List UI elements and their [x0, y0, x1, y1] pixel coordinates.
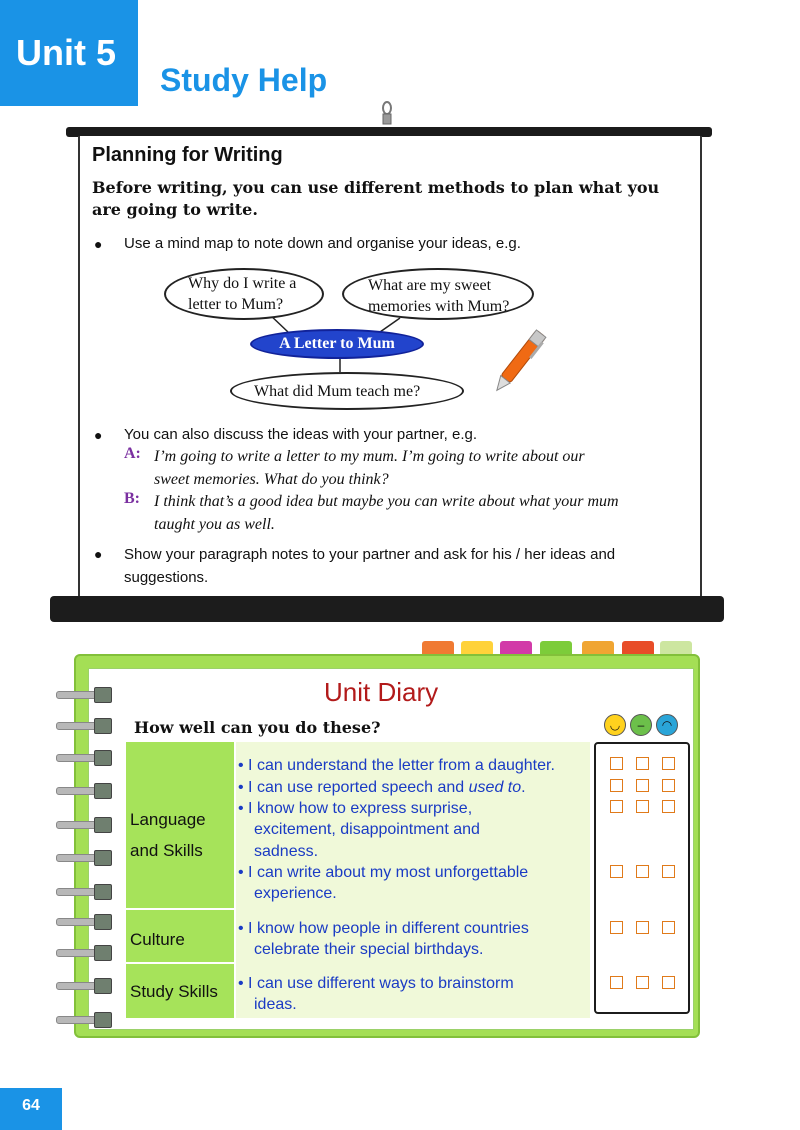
screen-bottom-rod: [50, 596, 724, 622]
bullet-text-mindmap: Use a mind map to note down and organise your ideas, e.g.: [124, 235, 521, 252]
mindmap-node-teach: [230, 372, 464, 410]
pen-icon: [486, 322, 552, 402]
cando-item-cont: experience.: [254, 885, 337, 902]
binder-ring: [56, 750, 112, 764]
binder-ring: [56, 687, 112, 701]
category-label: Language: [130, 810, 206, 829]
node-text: What did Mum teach me?: [254, 383, 421, 400]
cando-item: • I can understand the letter from a daughter.: [238, 757, 555, 774]
rating-checkbox[interactable]: [610, 865, 623, 878]
rating-checkbox[interactable]: [662, 921, 675, 934]
binder-ring: [56, 945, 112, 959]
section-title: Study Help: [160, 62, 328, 98]
cando-item: • I know how to express surprise,: [238, 800, 473, 817]
mindmap-node-why: [164, 268, 324, 320]
mindmap-center: A Letter to Mum: [250, 329, 424, 359]
dialogue-b-line1: I think that’s a good idea but maybe you can write about what your mum: [154, 493, 619, 510]
speaker-b: B:: [124, 490, 140, 507]
binder-ring: [56, 718, 112, 732]
binder-ring: [56, 850, 112, 864]
category-culture: [126, 910, 234, 964]
rating-checkbox[interactable]: [662, 757, 675, 770]
category-language: [126, 742, 234, 910]
planning-title: Planning for Writing: [92, 144, 283, 166]
mindmap-node-memories: [342, 268, 534, 320]
rating-checkbox[interactable]: [636, 976, 649, 989]
rating-checkbox[interactable]: [636, 757, 649, 770]
binder-ring: [56, 884, 112, 898]
page-number: 64: [0, 1088, 62, 1130]
rating-checkbox[interactable]: [636, 865, 649, 878]
rating-checkbox[interactable]: [662, 800, 675, 813]
cando-item-cont: excitement, disappointment and: [254, 821, 480, 838]
cando-text: • I can use reported speech and: [238, 779, 469, 796]
bullet-icon: ●: [94, 427, 103, 443]
rating-checkbox[interactable]: [610, 800, 623, 813]
cando-item-cont: ideas.: [254, 996, 297, 1013]
node-text: memories with Mum?: [368, 298, 510, 315]
category-label: Culture: [130, 930, 185, 949]
rating-checkbox[interactable]: [662, 779, 675, 792]
binder-ring: [56, 914, 112, 928]
sad-face-icon: ◠: [656, 714, 678, 736]
cando-text: .: [521, 779, 526, 796]
dialogue-a-line1: I’m going to write a letter to my mum. I’m going to write about our: [154, 448, 585, 465]
binder-ring: [56, 1012, 112, 1026]
category-study-skills: [126, 964, 234, 1018]
happy-face-icon: ◡: [604, 714, 626, 736]
binder-ring: [56, 817, 112, 831]
binder-ring: [56, 978, 112, 992]
rating-checkbox[interactable]: [610, 976, 623, 989]
speaker-a: A:: [124, 445, 141, 462]
cando-item-cont: celebrate their special birthdays.: [254, 941, 484, 958]
bullet-text-show-1: Show your paragraph notes to your partner and ask for his / her ideas and: [124, 546, 616, 563]
bullet-icon: ●: [94, 546, 103, 562]
rating-checkbox[interactable]: [636, 921, 649, 934]
rating-checkbox[interactable]: [662, 976, 675, 989]
rating-checkbox[interactable]: [636, 779, 649, 792]
rating-checkbox[interactable]: [610, 757, 623, 770]
node-text: letter to Mum?: [188, 296, 284, 313]
diary-question: How well can you do these?: [134, 718, 381, 737]
rating-checkbox[interactable]: [636, 800, 649, 813]
neutral-face-icon: –: [630, 714, 652, 736]
unit-tab: [0, 0, 138, 106]
binder-ring: [56, 783, 112, 797]
bullet-text-discuss: You can also discuss the ideas with your partner, e.g.: [124, 426, 477, 443]
cando-item: [238, 777, 594, 798]
hook-icon: [380, 100, 394, 126]
cando-item-cont: sadness.: [254, 843, 319, 860]
cando-item: • I know how people in different countries: [238, 920, 529, 937]
rating-checkbox[interactable]: [610, 779, 623, 792]
category-label: Study Skills: [130, 982, 218, 1001]
dialogue-a-line2: sweet memories. What do you think?: [154, 471, 389, 488]
planning-intro: Before writing, you can use different methods to plan what you are going to write.: [92, 178, 660, 219]
cando-text-italic: used to: [468, 779, 522, 796]
rating-checkbox[interactable]: [662, 865, 675, 878]
diary-title: Unit Diary: [324, 677, 439, 707]
bullet-icon: ●: [94, 236, 103, 252]
unit-label: Unit 5: [16, 32, 117, 73]
category-label: and Skills: [130, 841, 203, 860]
node-text: Why do I write a: [188, 275, 297, 292]
cando-item: • I can write about my most unforgettable: [238, 864, 529, 881]
dialogue-b-line2: taught you as well.: [154, 516, 275, 533]
cando-item: • I can use different ways to brainstorm: [238, 975, 514, 992]
rating-checkbox[interactable]: [610, 921, 623, 934]
bullet-text-show-2: suggestions.: [124, 569, 209, 586]
node-text: What are my sweet: [368, 277, 492, 294]
